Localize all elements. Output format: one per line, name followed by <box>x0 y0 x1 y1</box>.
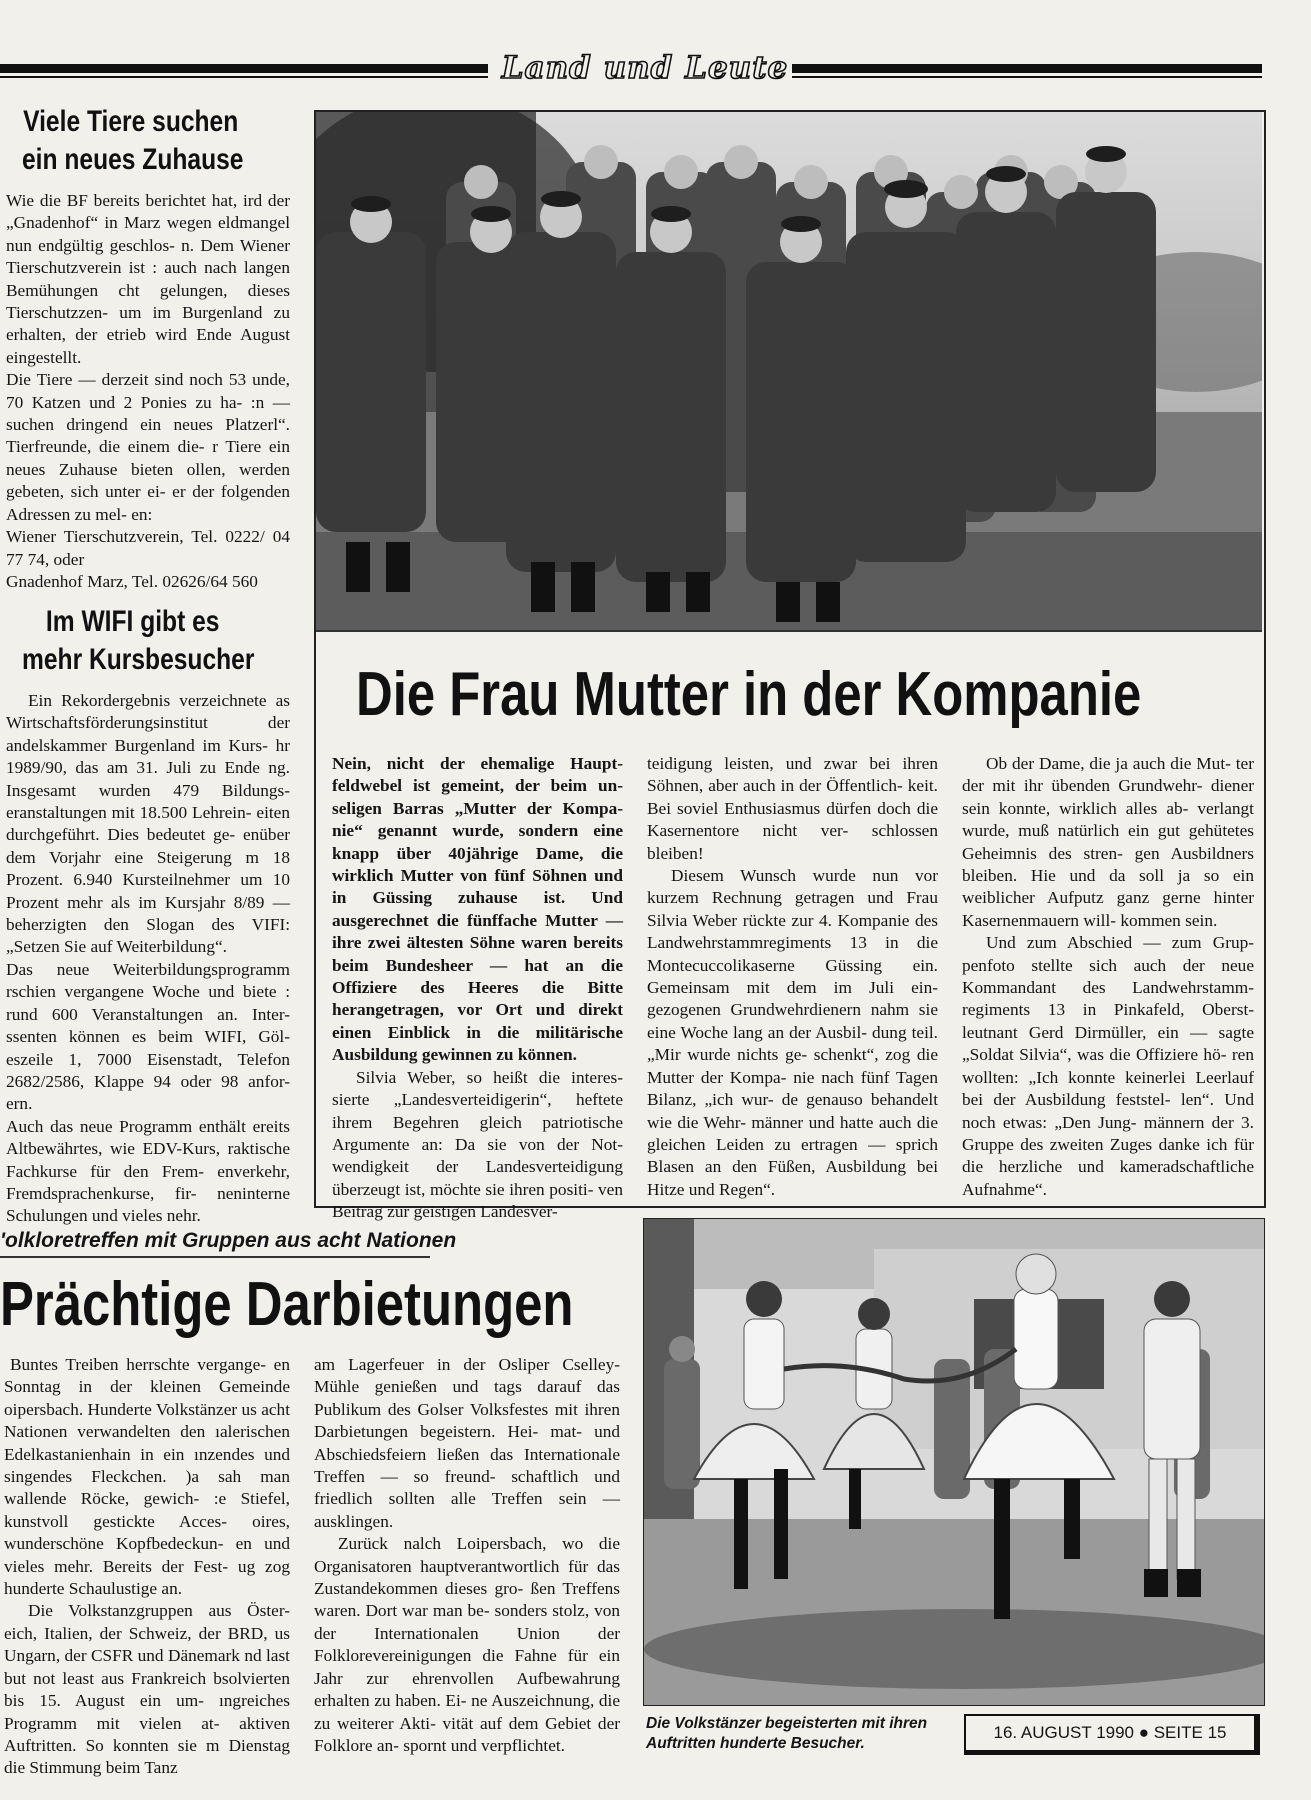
folklore-column-1 <box>4 1354 290 1780</box>
wifi-body <box>6 690 290 1228</box>
wifi-title-line-1: Im WIFI gibt es <box>45 605 220 638</box>
soldiers-photo-image <box>316 112 1262 630</box>
wifi-paragraph: Auch das neue Programm enthält ereits Altbewährtes, wie EDV-Kurs, raktische Fachkurse für den Frem- enverkehr, Fremdsprachenkurse, fir- neninterne Schulungen und vieles nehr. <box>6 1116 290 1226</box>
animals-paragraph: Wie die BF bereits berichtet hat, ird der „Gnadenhof“ in Marz wegen eldmangel nun endgültig geschlos- n. Dem Wiener Tierschutzverein ist : auch nach langen Bemühungen cht gelungen, dieses Tierschutzzen- um im Burgenland zu erhalten, der etrieb wird Ende August eingestellt. <box>6 191 290 367</box>
kicker-underline <box>0 1256 430 1258</box>
folklore-paragraph: Buntes Treiben herrschte vergange- en Sonntag in der kleinen Gemeinde oipersbach. Hunderte Volkstänzer us acht Nationen verwandelten den ıalerischen Edelkastanienhain in ein ınzendes und singendes Fleckchen. )a sah man wallende Röcke, gewich- :e Stiefel, kunstvoll gestickte Acces- oires, wunderschöne Kopfbedeckun- en und vieles mehr. Bereits der Fest- ug zog hunderte Schaulustige an. <box>4 1355 290 1599</box>
photo-bottom-rule <box>316 630 1262 632</box>
kompanie-column-2 <box>647 753 938 1201</box>
header-rule-left <box>0 64 488 73</box>
animals-address: Wiener Tierschutzverein, Tel. 0222/ 04 77 74, oder <box>6 527 290 569</box>
section-title: Land und Leute <box>501 50 789 86</box>
kompanie-column-3 <box>962 753 1254 1201</box>
folk-dancers-photo <box>643 1218 1265 1706</box>
folklore-paragraph: Die Volkstanzgruppen aus Öster- eich, Italien, der Schweiz, der BRD, us Ungarn, der CSFR und Dänemark nd last but not least aus Frankreich bsolvierten bis 15. August ein um- ıngreiches Programm mit vielen at- aktiven Auftritten. So konnten sie m Dienstag die Stimmung beim Tanz <box>4 1601 290 1778</box>
date-page-footer: 16. AUGUST 1990 ● SEITE 15 <box>964 1714 1260 1755</box>
animals-body <box>6 190 290 593</box>
header-rule-right-thin <box>792 76 1262 78</box>
kompanie-paragraph: Diesem Wunsch wurde nun vor kurzem Rechnung getragen und Frau Silvia Weber rückte zur 4. Kompanie des Landwehrstammregiments 13 in die Montecuccolikaserne Güssing ein. Gemeinsam mit dem im Juli ein- gezogenen Grundwehrdienern nahm sie eine Woche lang an der Ausbil- dung teil. „Mir wurde nichts ge- schenkt“, zog die Mutter der Kompa- nie nach fünf Tagen Bilanz, „ich wur- de genauso behandelt wie die Wehr- männer und hatte auch die gleichen Leiden zu ertragen — sprich Blasen an den Füßen, Ausbildung bei Hitze und Regen“. <box>647 866 938 1199</box>
animals-address: Gnadenhof Marz, Tel. 02626/64 560 <box>6 571 258 591</box>
kompanie-paragraph: teidigung leisten, und zwar bei ihren Söhnen, aber auch in der Öffentlich- keit. Bei soviel Enthusiasmus dürfen doch die Kasernentore nicht ver- schlossen bleiben! <box>647 754 938 863</box>
wifi-paragraph: Ein Rekordergebnis verzeichnete as Wirtschaftsförderungsinstitut der andelskammer Burgenland im Kurs- hr 1989/90, das am 31. Juli zu Ende ng. Insgesamt wurden 479 Bildungs- eranstaltungen mit 18.500 Lehrein- eiten durchgeführt. Dies bedeutet ge- enüber dem Vorjahr eine Steigerung m 18 Prozent. 6.940 Kursteilnehmer um 10 Prozent mehr als im Kursjahr 8/89 — beherzigten den Slogan des VIFI: „Setzen Sie auf Weiterbildung“. <box>6 691 290 957</box>
animals-title-line-2: ein neues Zuhause <box>22 143 244 176</box>
folklore-paragraph: am Lagerfeuer in der Osliper Cselley- Mühle genießen und tags darauf das Publikum des Golser Volksfestes mit ihren Darbietungen begeistern. Hei- mat- und Abschiedsfeiern ließen das Internationale Treffen — so freund- schaftlich und friedlich sollten alle Treffen sein — ausklingen. <box>314 1355 620 1531</box>
kompanie-column-1 <box>332 753 623 1224</box>
animals-title-line-1: Viele Tiere suchen <box>23 105 239 138</box>
kompanie-lead: Nein, nicht der ehemalige Haupt- feldwebel ist gemeint, der beim un- seligen Barras „Mutter der Kompa- nie“ genannt wurde, sondern eine knapp über 40jährige Dame, die wirklich Mutter von fünf Söhnen und in Güssing zuhause ist. Und ausgerechnet die fünffache Mutter — ihre zwei ältesten Söhne waren bereits beim Bundesheer — hat an die Offiziere des Heeres die Bitte herangetragen, vor Ort und direkt einen Einblick in die militärische Ausbildung gewinnen zu können. <box>332 754 623 1065</box>
kompanie-paragraph: Ob der Dame, die ja auch die Mut- ter der mit ihr übenden Grundwehr- diener sein konnte, wirklich alles ab- verlangt wurde, muß natürlich ein gut gehütetes Geheimnis des stren- gen Ausbildners bleiben. Hie und da soll ja so ein weiblicher Aufputz ganz gerne hinter Kasernenmauern will- kommen sein. <box>962 754 1254 930</box>
wifi-title-line-2: mehr Kursbesucher <box>22 643 255 676</box>
soldiers-group-photo <box>316 112 1262 630</box>
dancers-photo-image <box>644 1219 1264 1705</box>
header-rule-right <box>792 64 1262 73</box>
folklore-column-2 <box>314 1354 620 1757</box>
folklore-paragraph: Zurück nalch Loipersbach, wo die Organisatoren hauptverantwortlich für das Zustandekommen dieses gro- ßen Treffens waren. Dort war man be- sonders stolz, von der Internationalen Union der Folklorevereinigungen die Fahne für ein Jahr zur ehrenvollen Aufbewahrung erhalten zu haben. Ei- ne Auszeichnung, die zu weiterer Akti- vität auf dem Gebiet der Folklore an- spornt und verpflichtet. <box>314 1534 620 1755</box>
kompanie-paragraph: Und zum Abschied — zum Grup- penfoto stellte sich auch der neue Kommandant des Landwehrstamm- regiments 13 in Pinkafeld, Oberst- leutnant Gerd Dirmüller, ein — sagte „Soldat Silvia“, was die Offiziere hö- ren wollten: „Ich konnte keinerlei Leerlauf bei der Ausbildung feststel- len“. Und noch etwas: „Den Jung- männern der 3. Gruppe des zweiten Zuges danke ich für die herzliche und kameradschaftliche Aufnahme“. <box>962 933 1254 1199</box>
header-rule-left-thin <box>0 76 488 78</box>
kompanie-paragraph: Silvia Weber, so heißt die interes- sierte „Landesverteidigerin“, heftete ihrem Begehren gleich patriotische Argumente an: Da sie von der Not- wendigkeit der Landesverteidigung überzeugt ist, möchte sie ihren positi- ven Beitrag zur geistigen Landesver- <box>332 1067 623 1222</box>
folklore-headline: Prächtige Darbietungen <box>0 1270 574 1339</box>
folklore-kicker: 'olkloretreffen mit Gruppen aus acht Nationen <box>0 1229 457 1252</box>
animals-paragraph: Die Tiere — derzeit sind noch 53 unde, 70 Katzen und 2 Ponies zu ha- :n — suchen dringend ein neues Platzerl“. Tierfreunde, die einem die- r Tiere ein neues Zuhause bieten ollen, werden gebeten, sich unter ei- er der folgenden Adressen zu mel- en: <box>6 370 290 524</box>
kompanie-headline: Die Frau Mutter in der Kompanie <box>356 660 1142 729</box>
dancers-photo-caption: Die Volkstänzer begeisterten mit ihren Auftritten hunderte Besucher. <box>646 1715 928 1752</box>
wifi-paragraph: Das neue Weiterbildungsprogramm rschien vergangene Woche und biete : rund 600 Veranstaltungen an. Inter- ssenten können es beim WIFI, Göl- eszeile 1, 7000 Eisenstadt, Telefon 2682/2586, Klappe 94 oder 98 anfor- ern. <box>6 959 290 1114</box>
